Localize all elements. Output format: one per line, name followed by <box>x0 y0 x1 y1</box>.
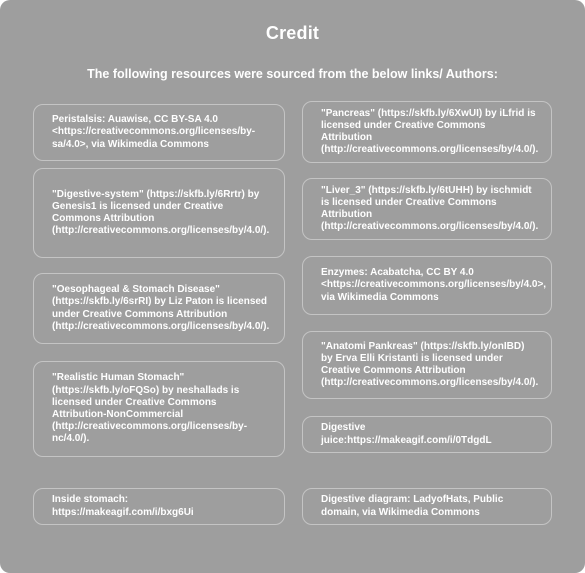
credit-card-stomach <box>33 361 285 457</box>
credit-text: "Digestive-system" (https://skfb.ly/6Rrtr) by Genesis1 is licensed under Creative Commons Attribution (http://creativecommons.org/licenses/by/4.0/). <box>52 188 270 237</box>
credit-text: "Anatomi Pankreas" (https://skfb.ly/onIBD) by Erva Elli Kristanti is licensed under Creative Commons Attribution (http://creativecommons.org/licenses/by/4.0/). <box>321 340 539 389</box>
credit-text: Enzymes: Acabatcha, CC BY 4.0 <https://creativecommons.org/licenses/by/4.0>, via Wikimedia Commons <box>321 267 547 303</box>
credit-text: "Realistic Human Stomach" (https://skfb.ly/oFQSo) by neshallads is licensed under Creative Commons Attribution-NonCommercial (http://creativecommons.org/licenses/by-nc/4.0/). <box>52 372 248 445</box>
credit-card-digestive-system <box>33 168 285 258</box>
credit-card-pancreas <box>302 101 552 163</box>
credit-card-liver <box>302 178 552 240</box>
credit-card-anatomi-pankreas <box>302 331 552 399</box>
credit-card-digestive-diagram <box>302 488 552 525</box>
page-subtitle: The following resources were sourced from the below links/ Authors: <box>87 67 498 81</box>
credit-card-enzymes <box>302 256 552 315</box>
credit-text: Inside stomach: https://makeagif.com/i/bxg6Ui <box>52 494 194 518</box>
credit-card-inside-stomach <box>33 488 285 525</box>
page-title: Credit <box>265 23 320 43</box>
credit-text: Digestive diagram: LadyofHats, Public domain, via Wikimedia Commons <box>321 494 504 518</box>
credit-card-oesophageal <box>33 273 285 344</box>
credit-text: "Liver_3" (https://skfb.ly/6tUHH) by ischmidt is licensed under Creative Commons Attribution (http://creativecommons.org/licenses/by/4.0/). <box>321 184 539 233</box>
credit-card-peristalsis <box>33 104 285 161</box>
credit-text: Peristalsis: Auawise, CC BY-SA 4.0 <https://creativecommons.org/licenses/by-sa/4.0>, via Wikimedia Commons <box>52 114 256 150</box>
credit-text: Digestive juice:https://makeagif.com/i/0TdgdL <box>321 422 492 446</box>
credit-card-digestive-juice <box>302 416 552 453</box>
credit-text: "Oesophageal & Stomach Disease" (https://skfb.ly/6srRI) by Liz Paton is licensed under Creative Commons Attribution (http://creativecommons.org/licenses/by/4.0/). <box>52 284 270 332</box>
credit-text: "Pancreas" (https://skfb.ly/6XwUI) by iLfrid is licensed under Creative Commons Attribution (http://creativecommons.org/licenses/by/4.0/). <box>321 107 539 156</box>
